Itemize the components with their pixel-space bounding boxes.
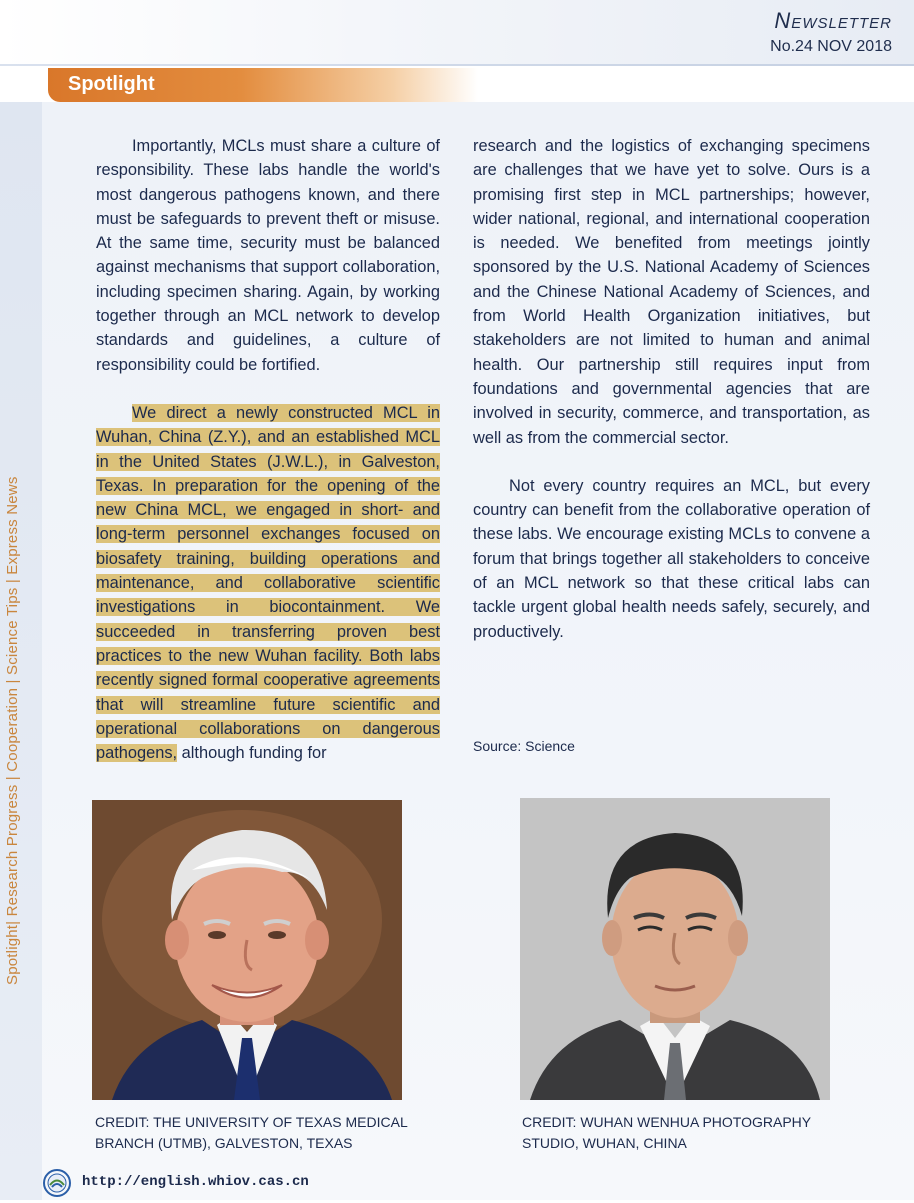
header-divider	[0, 64, 914, 66]
section-banner	[48, 68, 478, 102]
article-left-column	[96, 134, 440, 765]
footer-website-link[interactable]: http://english.whiov.cas.cn	[82, 1174, 309, 1190]
paragraph-funding-cooperation: research and the logistics of exchanging specimens are challenges that we have yet to solve. Ours is a promising first step in MCL partnerships; however, wider national, regional, and international cooperation is needed. We benefited from meetings jointly sponsored by the U.S. National Academy of Sciences and the Chinese National Academy of Sciences, and from World Health Organization initiatives, but stakeholders are not limited to human and animal health. Our partnership still requires input from foundations and governmental agencies that are involved in security, commerce, and transportation, as well as from the commercial sector.	[473, 137, 870, 447]
issue-number: No.24 NOV 2018	[770, 38, 892, 55]
newsletter-title: Newsletter	[774, 8, 892, 33]
paragraph-wuhan-galveston	[96, 401, 440, 765]
institute-logo-icon	[42, 1168, 72, 1198]
page-header	[0, 0, 914, 64]
portrait-photo-right	[520, 798, 830, 1100]
paragraph-mcl-network: Not every country requires an MCL, but every country can benefit from the collaborative operation of these labs. We encourage existing MCLs to convene a forum that brings together all stakeholders to conceive of an MCL network so that these critical labs can tackle urgent global health needs safely, securely, and productively.	[473, 476, 870, 641]
paragraph-continuation: although funding for	[177, 744, 327, 763]
highlighted-passage: We direct a newly constructed MCL in Wuhan, China (Z.Y.), and an established MCL in the United States (J.W.L.), in Galveston, Texas. In preparation for the opening of the new China MCL, we engaged in short- and long-term personnel exchanges focused on biosafety training, building operations and maintenance, and collaborative scientific investigations in biocontainment. We succeeded in transferring proven best practices to the new Wuhan facility. Both labs recently signed formal cooperative agreements that will streamline future scientific and operational collaborations on dangerous pathogens,	[96, 403, 440, 763]
paragraph-culture-of-responsibility: Importantly, MCLs must share a culture of responsibility. These labs handle the world's most dangerous pathogens known, and there must be safeguards to prevent theft or misuse. At the same time, security must be balanced against mechanisms that support collaboration, including specimen sharing. Again, by working together through an MCL network to develop standards and guidelines, a culture of responsibility could be fortified.	[96, 137, 440, 374]
section-title: Spotlight	[68, 73, 155, 95]
photo-credit-right: CREDIT: WUHAN WENHUA PHOTOGRAPHY STUDIO, WUHAN, CHINA	[522, 1114, 811, 1151]
photo-credit-left: CREDIT: THE UNIVERSITY OF TEXAS MEDICAL BRANCH (UTMB), GALVESTON, TEXAS	[95, 1114, 408, 1151]
source-note: Source: Science	[473, 738, 575, 754]
portrait-photo-left	[92, 800, 402, 1100]
article-right-column	[473, 134, 870, 644]
side-nav-text: Spotlight| Research Progress | Cooperation | Science Tips | Express News	[4, 476, 21, 985]
